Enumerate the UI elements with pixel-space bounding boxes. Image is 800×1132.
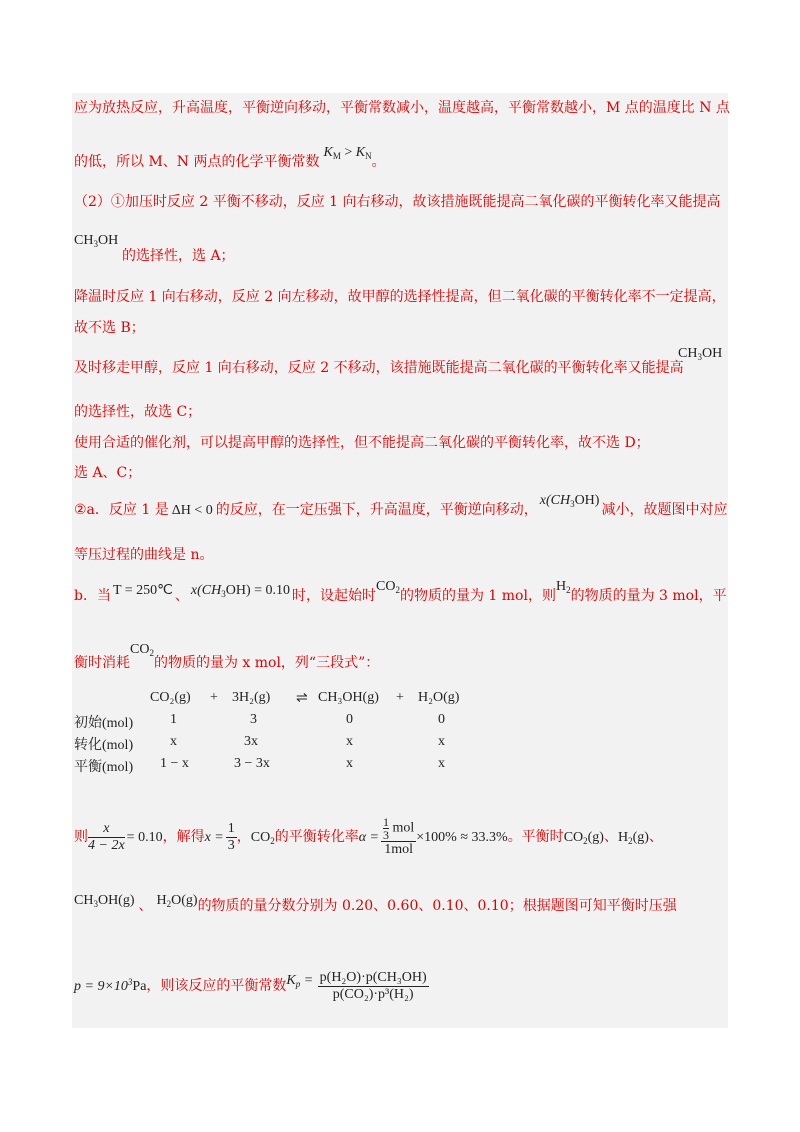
equilibrium-constant-formula: $K_M > K_N$ [323,145,372,161]
table-cell: x [438,734,445,749]
table-cell: 0 [438,712,445,727]
table-header: CH₃OH(g) [318,690,379,705]
paragraph-line: $CH_3OH(g)$ 、 $H_2O(g)$的物质的量分数分别为 0.20、0.60、0.10、0.10；根据题图可知平衡时压强 [74,893,677,914]
row-label: 初始(mol) [74,716,134,731]
table-header: + [210,690,218,705]
row-label: 平衡(mol) [74,760,134,775]
paragraph-line: 的选择性，故选 C； [74,404,202,420]
table-header: CO₂(g) [150,690,191,705]
paragraph-line: 衡时消耗$CO_2$的物质的量为 x mol，列“三段式”： [74,642,380,671]
ch3oh-formula: $CH_3OH$ [678,346,723,362]
paragraph-line: 故不选 B； [74,320,145,336]
text: 应为放热反应，升高温度，平衡逆向移动，平衡常数减小，温度越高，平衡常数越小，M 点的温度比 N 点 [74,100,730,116]
kp-fraction: $\frac{\text{p(H₂O)·p(CH₃OH)}}{\text{p(CO₂)·p³(H₂)}}$ [319,969,427,1002]
paragraph-line: 降温时反应 1 向右移动，反应 2 向左移动，故甲醇的选择性提高，但二氧化碳的平衡转化率不一定提高， [74,289,726,305]
table-cell: 3 [250,712,257,727]
three-stage-table [74,690,474,778]
table-cell: x [170,734,177,749]
paragraph-line: $p = 9\times 10^3Pa$，则该反应的平衡常数$K_p$ = $\frac{\text{p(H₂O)·p(CH₃OH)}}{\text{p(CO₂)·p³(H₂)}}$ [74,969,427,1002]
table-cell: x [346,756,353,771]
fraction: $\frac{1}{3}$ [227,820,235,853]
paragraph-line: 使用合适的催化剂，可以提高甲醇的选择性，但不能提高二氧化碳的平衡转化率，故不选 D； [74,435,650,451]
paragraph-line: 及时移走甲醇，反应 1 向右移动，反应 2 不移动，该措施既能提高二氧化碳的平衡转化率又能提高 [74,360,684,376]
paragraph-line [74,98,730,118]
table-header: + [396,690,404,705]
x-ch3oh-formula: $x(CH_3OH)$ [539,493,600,509]
paragraph-line: b．当 T = 250℃ 、 $x(CH_3OH) = 0.10$ 时，设起始时$CO_2$的物质的量为 1 mol，则$H_2$的物质的量为 3 mol，平 [74,579,727,604]
paragraph-line: （2）①加压时反应 2 平衡不移动，反应 1 向右移动，故该措施既能提高二氧化碳的平衡转化率又能提高 [74,194,721,210]
paragraph-line: ②a．反应 1 是 ΔH < 0 的反应，在一定压强下，升高温度，平衡逆向移动，$x(CH_3OH)$减小，故题图中对应 [74,493,728,518]
fraction: $\frac{x}{4 - 2x}$ [88,820,125,853]
row-label: 转化(mol) [74,738,134,753]
paragraph-line: 的选择性，选 A； [122,248,235,264]
table-cell: 0 [346,712,353,727]
text: 的低，所以 M、N 两点的化学平衡常数 [74,154,320,170]
table-cell: x [438,756,445,771]
ch3oh-formula: $CH_3OH$ [74,233,119,249]
table-cell: 3x [244,734,258,749]
paragraph-line: 等压过程的曲线是 n。 [74,547,214,563]
table-cell: x [346,734,353,749]
table-cell: 3 − 3x [234,756,270,771]
table-cell: 1 [170,712,177,727]
paragraph-line: 的低，所以 M、N 两点的化学平衡常数$K_M > K_N$。 [74,145,386,170]
paragraph-line: 选 A、C； [74,465,142,481]
table-cell: 1 − x [160,756,189,771]
conversion-fraction: $\frac{1}{3}$ mol 1mol [383,815,415,857]
table-header: ⇌ [296,691,308,706]
paragraph-line: 则 $\frac{x}{4 - 2x}$ = 0.10，解得x = $\frac{1}{3}$ ，$CO_2$的平衡转化率α = $\frac{1}{3}$ mol 1mol ×100% ≈ 33.3%。平衡时$CO_2(g)$、$H_2(g)$、 [74,815,663,857]
table-header: H₂O(g) [418,690,460,705]
table-header: 3H₂(g) [232,690,271,705]
